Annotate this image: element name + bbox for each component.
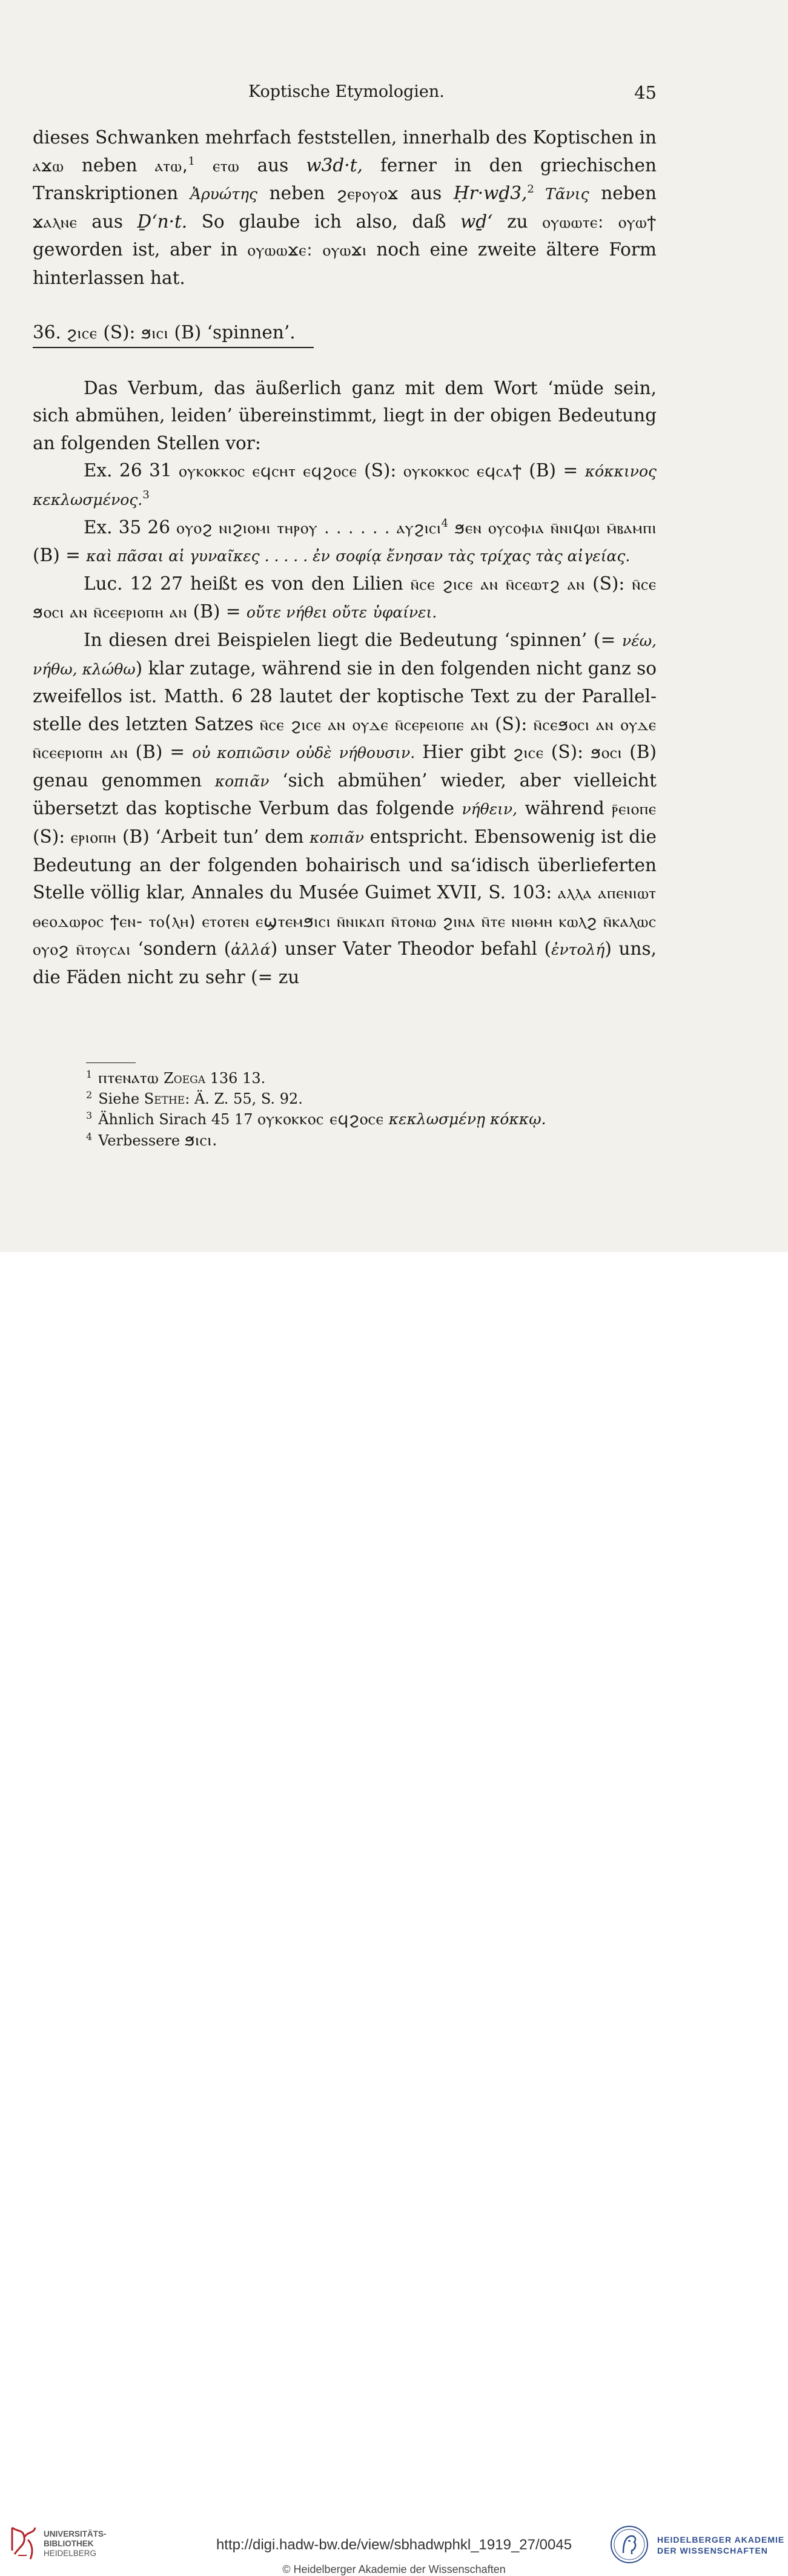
example-exodus-26: Ex. 26 31 ⲟⲩⲕⲟⲕⲕⲟⲥ ⲉϥⲥⲏⲧ ⲉϥϩⲟⲥⲉ (S): ⲟⲩⲕⲟⲕⲕⲟⲥ ⲉϥⲥⲁϯ (B) = κόκκινος κεκλωσμένος.$^3$ [33,460,657,509]
footnote-3: $^3$ Ähnlich Sirach 45 17 ⲟⲩⲕⲟⲕⲕⲟⲥ ⲉϥϩⲟⲥⲉ κεκλωσμένῃ κόκκῳ. [86,1110,546,1128]
page-number: 45 [634,82,657,103]
university-library-label: UNIVERSITÄTS- BIBLIOTHEK HEIDELBERG [44,2529,107,2558]
paragraph-1: dieses Schwanken mehrfach feststellen, innerhalb des Koptischen in ⲁϫⲱ neben ⲁⲧⲱ,$^1$ ⲉⲧⲱ aus w3d·t, ferner in den griechischen Transkriptionen Ἀρυώτης neben ϩⲉⲣⲟⲩⲟϫ aus Ḥr·wḏ3,$^2$ Τᾶνις neben ϫⲁⲗⲛⲉ aus Ḏ‘n·t. So glaube ich also, daß wḏ‘ zu ⲟⲩⲱⲱⲧⲉ: ⲟⲩⲱϯ geworden ist, aber in ⲟⲩⲱⲱϫⲉ: ⲟⲩⲱϫⲓ noch eine zweite ältere Form hinterlassen hat. [33,127,657,288]
footnote-4: $^4$ Verbessere ϧⲓⲥⲓ. [86,1130,218,1150]
scanned-page [0,0,788,1252]
footnote-divider [86,1062,136,1063]
academy-label: HEIDELBERGER AKADEMIE DER WISSENSCHAFTEN [657,2535,785,2555]
section-heading: 36. ϩⲓⲥⲉ (S): ϧⲓⲥⲓ (B) ‘spinnen’. [33,319,314,348]
copyright-notice: © Heidelberger Akademie der Wissenschaften [282,2563,506,2575]
source-url[interactable]: http://digi.hadw-bw.de/view/sbhadwphkl_1919_27/0045 [216,2537,572,2553]
footnote-ref: 2 [527,183,534,196]
running-header [33,82,657,107]
footnote-2: $^2$ Siehe Sethe: Ä. Z. 55, S. 92. [86,1089,303,1107]
running-title: Koptische Etymologien. [248,82,445,101]
footnote-1: $^1$ ⲡⲧⲉⲛⲁⲧⲱ Zoega 136 13. [86,1069,266,1087]
footnote-ref: 3 [142,489,150,502]
paragraph-3: In diesen drei Beispielen liegt die Bedeutung ‘spinnen’ (= νέω, νήθω, κλώθω) klar zutage, während sie in den folgenden nicht ganz so zweifellos ist. Matth. 6 28 lautet der koptische Text zu der Parallel- stelle des letzten Satzes ⲛ̄ⲥⲉ ϩⲓⲥⲉ ⲁⲛ ⲟⲩⲇⲉ ⲛ̄ⲥⲉⲣⲉⲓⲟⲡⲉ ⲁⲛ (S): ⲛ̄ⲥⲉϧⲟⲥⲓ ⲁⲛ ⲟⲩⲇⲉ ⲛ̄ⲥⲉⲉⲣⲓⲟⲡⲏ ⲁⲛ (B) = οὐ κοπιῶσιν οὐδὲ νήθουσιν. Hier gibt ϩⲓⲥⲉ (S): ϧⲟⲥⲓ (B) genau genommen κοπιᾶν ‘sich abmühen’ wieder, aber vielleicht übersetzt das koptische Verbum das folgende νήθειν, während ⲣ̄ⲉⲓⲟⲡⲉ (S): ⲉⲣⲓⲟⲡⲏ (B) ‘Arbeit tun’ dem κοπιᾶν entspricht. Ebensowenig ist die Bedeutung an der folgenden bohairisch und sa‘idisch überlieferten Stelle völlig klar, Annales du Musée Guimet XVII, S. 103: ⲁⲗⲗⲁ ⲁⲡⲉⲛⲓⲱⲧ ⲑⲉⲟⲇⲱⲣⲟⲥ ϯⲉⲛ- ⲧⲟ(ⲗⲏ) ⲉⲧⲟⲧⲉⲛ ⲉϣⲧⲉⲙϧⲓⲥⲓ ⲛ̄ⲛⲓⲕⲁⲡ ⲛ̄ⲧⲟⲛⲱ ϩⲓⲛⲁ ⲛ̄ⲧⲉ ⲛⲓⲑⲙⲏ ⲕⲱⲗϩ ⲛ̄ⲕⲁⲗⲱⲥ ⲟⲩⲟϩ ⲛ̄ⲧⲟⲩⲥⲁⲓ ‘sondern (ἀλλά) unser Vater Theodor befahl (ἐντολή) uns, die Fäden nicht zu sehr (= zu [33,629,657,988]
footnotes [86,1068,655,1151]
main-text [33,124,657,992]
digitization-footer [0,1252,788,2575]
example-exodus-35: Ex. 35 26 ⲟⲩⲟϩ ⲛⲓϩⲓⲟⲙⲓ ⲧⲏⲣⲟⲩ . . . . . . ⲁⲩϩⲓⲥⲓ$^4$ ϧⲉⲛ ⲟⲩⲥⲟⲫⲓⲁ ⲛ̄ⲛⲓϥⲱⲓ ⲙ̄ⲃⲁⲙⲡⲓ (B) = καὶ πᾶσαι αἱ γυναῖκες . . . . . ἐν σοφίᾳ ἔνησαν τὰς τρίχας τὰς αἰγείας. [33,516,657,566]
academy-seal-icon [610,2525,649,2564]
footnote-ref: 4 [441,516,448,530]
paragraph-2: Das Verbum, das äußerlich ganz mit dem Wort ‘müde sein, sich abmühen, leiden’ übereinstimmt, liegt in der obigen Bedeutung an folgenden Stellen vor: [33,377,657,453]
example-luke-12: Luc. 12 27 heißt es von den Lilien ⲛ̄ⲥⲉ ϩⲓⲥⲉ ⲁⲛ ⲛ̄ⲥⲉⲱⲧϩ ⲁⲛ (S): ⲛ̄ⲥⲉ ϧⲟⲥⲓ ⲁⲛ ⲛ̄ⲥⲉⲉⲣⲓⲟⲡⲏ ⲁⲛ (B) = οὔτε νήθει οὔτε ὑφαίνει. [33,573,657,622]
footnote-ref: 1 [188,154,195,168]
